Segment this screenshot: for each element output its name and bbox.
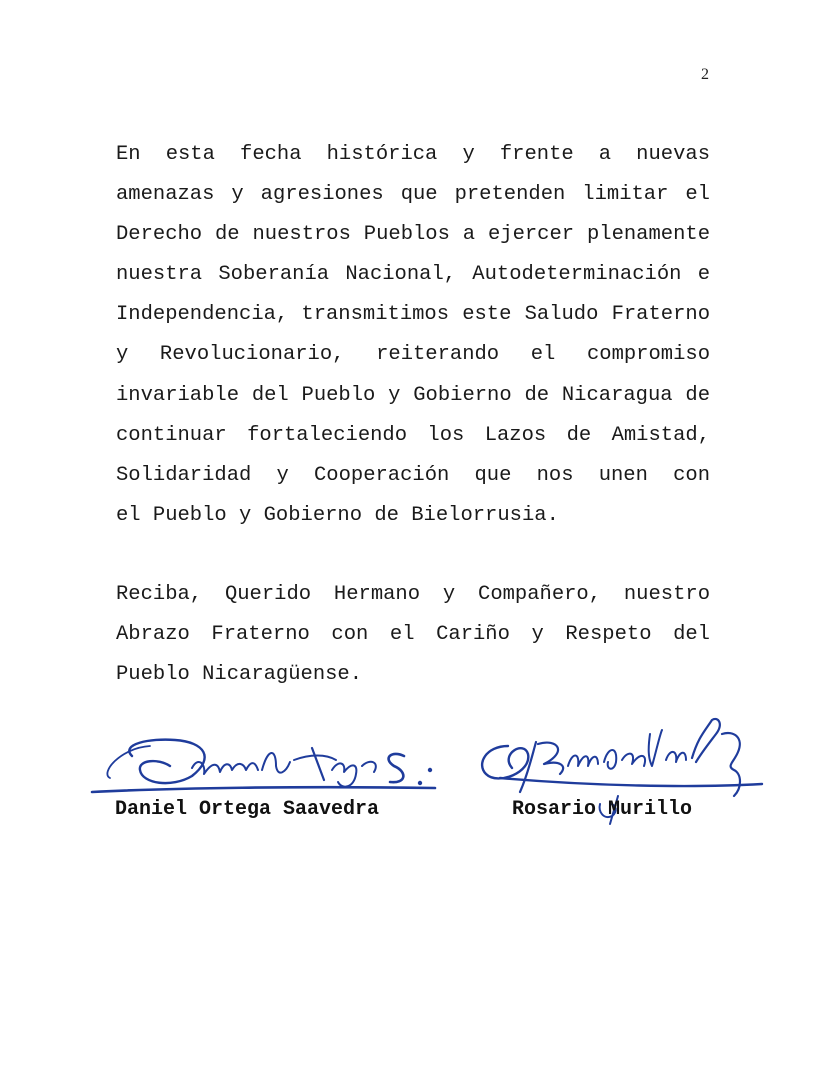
paragraph-line: continuar fortaleciendo los Lazos de Amistad, xyxy=(116,423,710,447)
paragraph-line: amenazas y agresiones que pretenden limitar el xyxy=(116,183,710,207)
paragraph-line: Independencia, transmitimos este Saludo Fraterno xyxy=(116,303,710,327)
signer-name-daniel-ortega: Daniel Ortega Saavedra xyxy=(115,798,380,821)
signer-name-rosario-murillo: Rosario Murillo xyxy=(512,798,693,821)
paragraph-line: Reciba, Querido Hermano y Compañero, nuestro xyxy=(116,583,710,606)
paragraph-line: invariable del Pueblo y Gobierno de Nicaragua de xyxy=(116,383,710,407)
paragraph-line: En esta fecha histórica y frente a nuevas xyxy=(116,143,710,166)
paragraph-line: Abrazo Fraterno con el Cariño y Respeto del xyxy=(116,623,710,647)
signature-daniel-ortega xyxy=(80,718,450,808)
paragraph-line: el Pueblo y Gobierno de Bielorrusia. xyxy=(116,503,559,527)
page-number: 2 xyxy=(701,66,709,83)
body-paragraph-1 xyxy=(116,135,710,536)
body-paragraph-2 xyxy=(116,575,710,695)
paragraph-line: Derecho de nuestros Pueblos a ejercer plenamente xyxy=(116,223,710,247)
paragraph-line: nuestra Soberanía Nacional, Autodeterminación e xyxy=(116,263,710,287)
paragraph-line: y Revolucionario, reiterando el compromiso xyxy=(116,343,710,367)
paragraph-line: Solidaridad y Cooperación que nos unen con xyxy=(116,463,710,487)
paragraph-line: Pueblo Nicaragüense. xyxy=(116,663,363,687)
